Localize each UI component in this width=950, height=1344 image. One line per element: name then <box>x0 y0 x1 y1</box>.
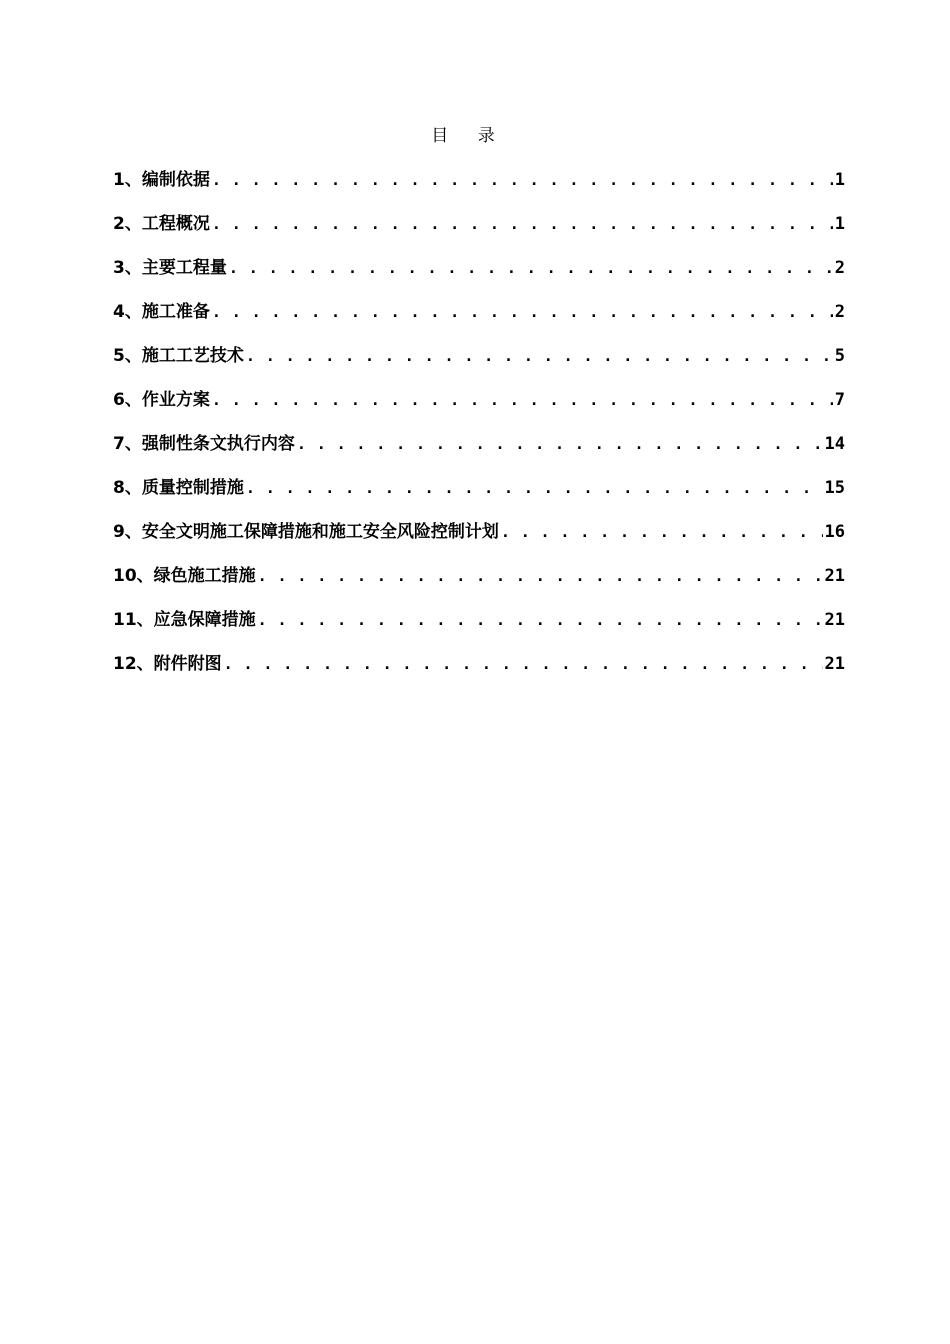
toc-dot-leader <box>258 564 823 588</box>
toc-entry-label: 2、工程概况 <box>113 214 210 234</box>
toc-entry-page: 1 <box>834 214 845 234</box>
toc-entry[interactable] <box>113 368 845 412</box>
toc-entry-page: 2 <box>834 258 845 278</box>
toc-entry-label: 4、施工准备 <box>113 302 210 322</box>
toc-entry-page: 14 <box>824 434 845 454</box>
toc-dot-leader <box>258 608 823 632</box>
toc-entry-page: 7 <box>834 390 845 410</box>
toc-dot-leader <box>297 432 823 456</box>
toc-entry-page: 5 <box>834 346 845 366</box>
toc-entry-label: 7、强制性条文执行内容 <box>113 434 295 454</box>
toc-entry-page: 21 <box>824 654 845 674</box>
toc-entry[interactable] <box>113 412 845 456</box>
toc-entry[interactable] <box>113 192 845 236</box>
toc-entry-label: 11、应急保障措施 <box>113 610 256 630</box>
toc-entry-page: 16 <box>824 522 845 542</box>
toc-dot-leader <box>212 212 833 236</box>
toc-list <box>113 148 845 676</box>
toc-entry[interactable] <box>113 632 845 676</box>
toc-entry[interactable] <box>113 500 845 544</box>
toc-entry-label: 3、主要工程量 <box>113 258 227 278</box>
toc-entry-label: 1、编制依据 <box>113 170 210 190</box>
toc-dot-leader <box>246 476 823 500</box>
toc-dot-leader <box>224 652 823 676</box>
toc-dot-leader <box>501 520 823 544</box>
toc-entry[interactable] <box>113 544 845 588</box>
toc-entry[interactable] <box>113 588 845 632</box>
toc-entry-page: 2 <box>834 302 845 322</box>
toc-entry[interactable] <box>113 280 845 324</box>
toc-entry-label: 12、附件附图 <box>113 654 222 674</box>
toc-dot-leader <box>212 168 833 192</box>
toc-entry-page: 21 <box>824 566 845 586</box>
toc-entry-page: 21 <box>824 610 845 630</box>
toc-entry-label: 9、安全文明施工保障措施和施工安全风险控制计划 <box>113 522 499 542</box>
toc-entry-label: 8、质量控制措施 <box>113 478 244 498</box>
toc-entry-label: 6、作业方案 <box>113 390 210 410</box>
toc-entry-label: 5、施工工艺技术 <box>113 346 244 366</box>
toc-entry[interactable] <box>113 456 845 500</box>
toc-dot-leader <box>212 300 833 324</box>
toc-entry-page: 1 <box>834 170 845 190</box>
toc-dot-leader <box>212 388 833 412</box>
toc-dot-leader <box>229 256 833 280</box>
toc-entry-label: 10、绿色施工措施 <box>113 566 256 586</box>
toc-entry[interactable] <box>113 148 845 192</box>
toc-entry-page: 15 <box>824 478 845 498</box>
toc-dot-leader <box>246 344 833 368</box>
toc-entry[interactable] <box>113 236 845 280</box>
toc-entry[interactable] <box>113 324 845 368</box>
toc-title: 目 录 <box>431 126 507 146</box>
